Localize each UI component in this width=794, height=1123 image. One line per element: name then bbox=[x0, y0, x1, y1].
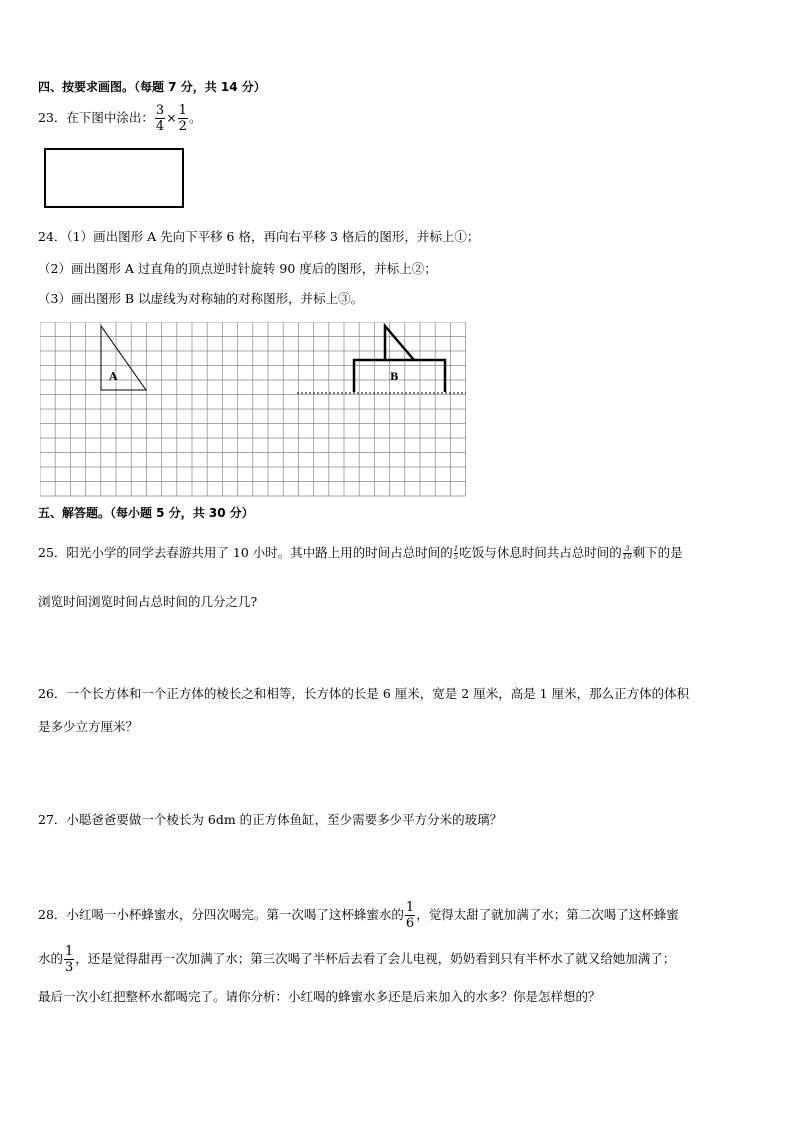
q23-fraction-2: $\frac{1}{2}$ bbox=[178, 103, 187, 134]
shape-b-outline bbox=[354, 360, 445, 392]
drawing-grid bbox=[40, 322, 466, 498]
q25-fraction-1: $\frac{1}{5}$ bbox=[453, 545, 459, 561]
q28-fraction-1: $\frac{1}{6}$ bbox=[405, 900, 415, 931]
q23-multiply-sign: × bbox=[166, 110, 177, 125]
q24-line-2: （2）画出图形 A 过直角的顶点逆时针旋转 90 度后的图形，并标上②； bbox=[38, 261, 437, 276]
q23-prefix: 23．在下图中涂出： bbox=[38, 110, 154, 125]
q23-suffix: 。 bbox=[188, 110, 202, 125]
shape-a-triangle bbox=[101, 326, 146, 390]
q23-rectangle bbox=[44, 148, 184, 208]
q25-line-2: 浏览时间浏览时间占总时间的几分之几? bbox=[38, 594, 258, 609]
q26-line-1: 26．一个长方体和一个正方体的棱长之和相等，长方体的长是 6 厘米，宽是 2 厘米，高是 1 厘米，那么正方体的体积 bbox=[38, 686, 690, 701]
q23-fraction-1: $\frac{3}{4}$ bbox=[155, 103, 165, 134]
grid-lines bbox=[40, 322, 466, 496]
q24-line-3: （3）画出图形 B 以虚线为对称轴的对称图形，并标上③。 bbox=[38, 291, 364, 306]
q27-line-1: 27．小聪爸爸要做一个棱长为 6dm 的正方体鱼缸，至少需要多少平方分米的玻璃？ bbox=[38, 812, 503, 827]
q25-line-1: 25．阳光小学的同学去春游共用了 10 小时。其中路上用的时间占总时间的 $\frac{1}{5}$ 吃饭与休息时间共占总时间的 $\frac{3}{10}$ 剩下的是 bbox=[38, 545, 683, 561]
q25-fraction-2: $\frac{3}{10}$ bbox=[622, 545, 632, 561]
question-23 bbox=[38, 101, 201, 135]
q28-fraction-2: $\frac{1}{3}$ bbox=[65, 944, 74, 975]
q24-line-1: 24．（1）画出图形 A 先向下平移 6 格，再向右平移 3 格后的图形，并标上①； bbox=[38, 229, 480, 244]
shape-b-label: B bbox=[390, 372, 399, 383]
q26-line-2: 是多少立方厘米？ bbox=[38, 719, 139, 734]
q28-line-2: 水的 $\frac{1}{3}$ ，还是觉得甜再一次加满了水；第三次喝了半杯后去看了会儿电视，奶奶看到只有半杯水了就又给她加满了； bbox=[38, 944, 676, 975]
section-4-heading: 四、按要求画图。（每题 7 分，共 14 分） bbox=[38, 80, 266, 94]
q28-line-1: 28．小红喝一小杯蜂蜜水，分四次喝完。第一次喝了这杯蜂蜜水的 $\frac{1}{6}$ ，觉得太甜了就加满了水；第二次喝了这杯蜂蜜 bbox=[38, 900, 679, 931]
section-5-heading: 五、解答题。（每小题 5 分，共 30 分） bbox=[38, 506, 254, 520]
shape-a-label: A bbox=[109, 370, 118, 383]
q28-line-3: 最后一次小红把整杯水都喝完了。请你分析：小红喝的蜂蜜水多还是后来加入的水多？你是怎样想的？ bbox=[38, 989, 601, 1004]
